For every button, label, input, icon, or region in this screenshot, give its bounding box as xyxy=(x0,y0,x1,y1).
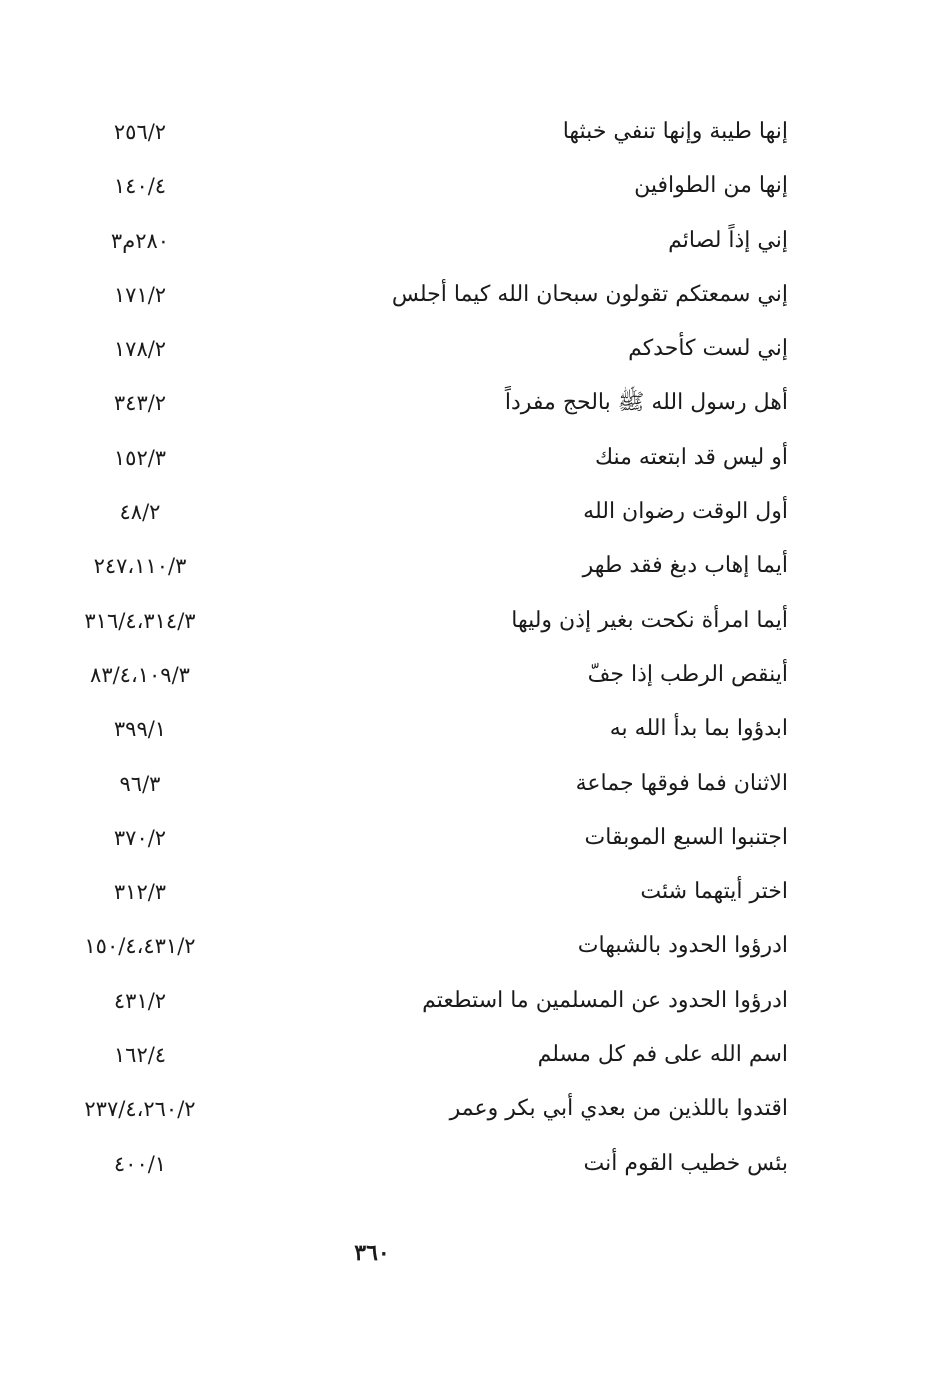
index-entry xyxy=(0,538,945,592)
hadith-text: بئس خطيب القوم أنت xyxy=(583,1150,788,1176)
index-entry xyxy=(0,701,945,755)
volume-page-ref: ١٥٠/٤،٤٣١/٢ xyxy=(84,934,196,959)
index-entry xyxy=(0,158,945,212)
volume-page-ref: ٣١٦/٤،٣١٤/٣ xyxy=(84,608,196,633)
volume-page-ref: ١٧٨/٢ xyxy=(113,337,167,362)
hadith-text: اسم الله على فم كل مسلم xyxy=(537,1042,788,1068)
hadith-text: أينقص الرطب إذا جفّ xyxy=(587,661,788,687)
index-entry xyxy=(0,647,945,701)
volume-page-ref: ٤٨/٢ xyxy=(119,500,161,525)
index-entry xyxy=(0,973,945,1027)
index-entry xyxy=(0,104,945,158)
hadith-text: أيما امرأة نكحت بغير إذن وليها xyxy=(511,607,788,633)
hadith-text: اقتدوا باللذين من بعدي أبي بكر وعمر xyxy=(449,1096,788,1122)
volume-page-ref: ٤٠٠/١ xyxy=(113,1151,167,1176)
index-entry xyxy=(0,810,945,864)
hadith-text: إني سمعتكم تقولون سبحان الله كيما أجلس xyxy=(391,281,788,307)
index-entry xyxy=(0,484,945,538)
volume-page-ref: ٣٩٩/١ xyxy=(113,717,167,742)
volume-page-ref: ٨٣/٤،١٠٩/٣ xyxy=(90,662,190,687)
volume-page-ref: ٣١٢/٣ xyxy=(113,880,167,905)
hadith-text: إنها طيبة وإنها تنفي خبثها xyxy=(562,119,788,144)
hadith-text: اختر أيتهما شئت xyxy=(640,879,788,905)
hadith-text: إنها من الطوافين xyxy=(634,173,788,199)
index-entry xyxy=(0,1081,945,1135)
index-entry xyxy=(0,1027,945,1081)
volume-page-ref: ٤٣١/٢ xyxy=(113,988,167,1013)
volume-page-ref: ١٧١/٢ xyxy=(113,282,167,307)
index-entry xyxy=(0,1136,945,1190)
hadith-text: أيما إهاب دبغ فقد طهر xyxy=(582,553,788,579)
hadith-text: ادرؤوا الحدود بالشبهات xyxy=(577,933,788,959)
hadith-text: أو ليس قد ابتعته منك xyxy=(594,444,788,470)
index-entry xyxy=(0,375,945,429)
index-entry xyxy=(0,213,945,267)
index-entry xyxy=(0,267,945,321)
volume-page-ref: ٢٨٠م٣ xyxy=(110,228,170,253)
volume-page-ref: ١٤٠/٤ xyxy=(113,174,167,199)
hadith-text: اجتنبوا السبع الموبقات xyxy=(584,824,788,850)
hadith-text: الاثنان فما فوقها جماعة xyxy=(575,770,788,796)
volume-page-ref: ١٦٢/٤ xyxy=(113,1043,167,1068)
index-entry xyxy=(0,321,945,375)
hadith-text: إني لست كأحدكم xyxy=(628,336,788,362)
volume-page-ref: ١٥٢/٣ xyxy=(113,445,167,470)
volume-page-ref: ٣٧٠/٢ xyxy=(113,825,167,850)
index-entry xyxy=(0,918,945,972)
volume-page-ref: ٢٤٧،١١٠/٣ xyxy=(93,554,187,579)
volume-page-ref: ٣٤٣/٢ xyxy=(113,391,167,416)
hadith-text: أول الوقت رضوان الله xyxy=(583,499,788,525)
hadith-text: أهل رسول الله ﷺ بالحج مفرداً xyxy=(504,390,788,416)
hadith-text: إني إذاً لصائم xyxy=(668,227,788,253)
hadith-text: ادرؤوا الحدود عن المسلمين ما استطعتم xyxy=(422,987,788,1013)
volume-page-ref: ٩٦/٣ xyxy=(119,771,161,796)
volume-page-ref: ٢٥٦/٢ xyxy=(113,120,167,144)
page-number: ٣٦٠ xyxy=(354,1240,390,1266)
hadith-index-list xyxy=(0,104,945,1190)
volume-page-ref: ٢٣٧/٤،٢٦٠/٢ xyxy=(84,1097,196,1122)
hadith-text: ابدؤوا بما بدأ الله به xyxy=(609,716,788,742)
index-entry xyxy=(0,430,945,484)
index-entry xyxy=(0,864,945,918)
index-entry xyxy=(0,756,945,810)
index-entry xyxy=(0,593,945,647)
